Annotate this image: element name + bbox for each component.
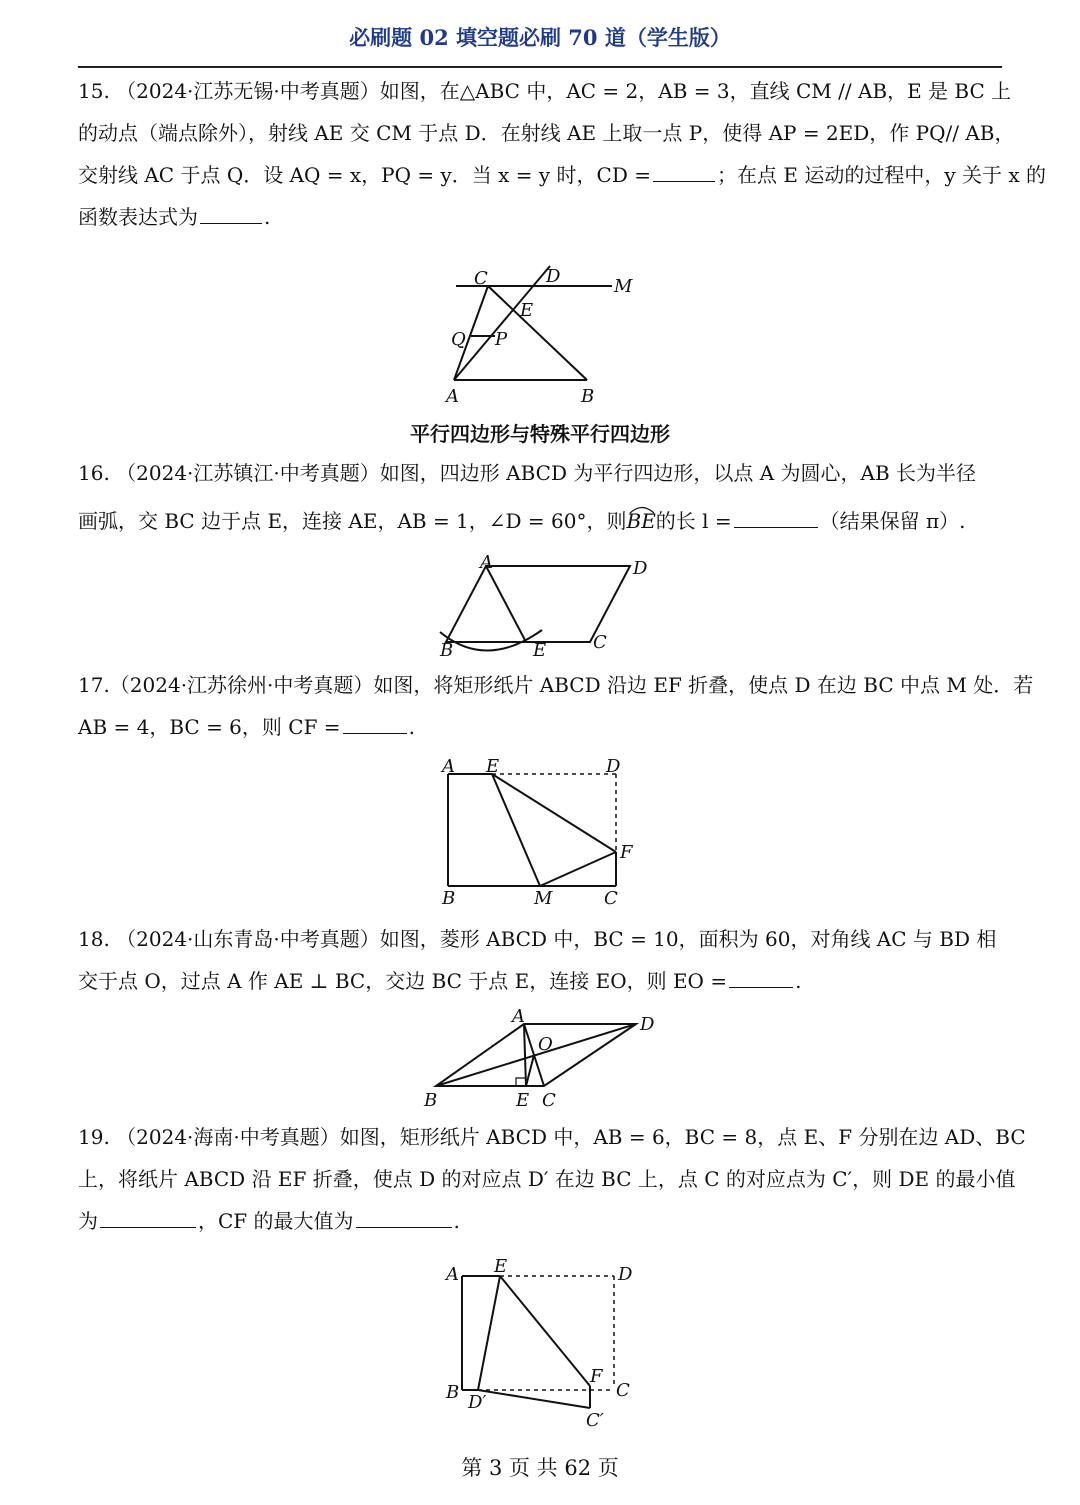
problem-17-line-1: 17.（2024·江苏徐州·中考真题）如图，将矩形纸片 ABCD 沿边 EF 折叠，使点 D 在边 BC 中点 M 处．若 xyxy=(78,673,1034,697)
label-c: C xyxy=(542,1090,556,1111)
page-header-title: 必刷题 02 填空题必刷 70 道（学生版） xyxy=(349,25,731,50)
problem-16-text-2a: 画弧，交 BC 边于点 E，连接 AE，AB = 1，∠D = 60°，则 xyxy=(78,509,627,533)
answer-blank-eo[interactable] xyxy=(729,965,793,988)
problem-19 xyxy=(78,1116,1026,1242)
diagonal-bd xyxy=(436,1024,636,1086)
label-d: D xyxy=(640,1014,655,1035)
label-d: D xyxy=(633,558,648,579)
label-d: D xyxy=(606,756,621,777)
problem-15-text-3b: ；在点 E 运动的过程中，y 关于 x 的 xyxy=(717,163,1046,187)
figure-17 xyxy=(436,754,646,910)
label-c-prime: C′ xyxy=(586,1410,604,1431)
label-b: B xyxy=(446,1382,460,1403)
altitude-ae xyxy=(524,1024,526,1086)
label-a: A xyxy=(480,552,493,573)
problem-16-line-2 xyxy=(78,500,1004,542)
parallelogram-abcd xyxy=(446,566,630,642)
label-e: E xyxy=(520,300,534,321)
label-o: O xyxy=(538,1034,553,1055)
problem-15 xyxy=(78,70,1046,238)
answer-blank-cf-max[interactable] xyxy=(356,1205,452,1228)
label-c: C xyxy=(616,1380,630,1401)
label-a: A xyxy=(446,1264,459,1285)
figure-18 xyxy=(420,1006,670,1114)
label-b: B xyxy=(424,1090,438,1111)
label-b: B xyxy=(442,888,456,909)
problem-16 xyxy=(78,452,1004,542)
segment-d-prime-c-prime xyxy=(478,1390,590,1408)
page-footer: 第 3 页 共 62 页 xyxy=(461,1456,619,1480)
problem-15-text-4b: . xyxy=(264,205,271,229)
problem-19-text-3a: 为 xyxy=(78,1209,98,1233)
problem-16-line-1: 16. （2024·江苏镇江·中考真题）如图，四边形 ABCD 为平行四边形，以点 A 为圆心，AB 长为半径 xyxy=(78,461,976,485)
problem-17-line-2 xyxy=(78,706,1004,748)
label-d: D xyxy=(618,1264,633,1285)
problem-19-text-3b: ，CF 的最大值为 xyxy=(198,1209,354,1233)
right-angle-mark xyxy=(516,1078,525,1086)
problem-15-line-2: 的动点（端点除外），射线 AE 交 CM 于点 D．在射线 AE 上取一点 P，使得 AP = 2ED，作 PQ// AB， xyxy=(78,121,1015,145)
segment-em xyxy=(492,774,540,886)
arc-be-text: BE xyxy=(626,509,656,533)
header-rule xyxy=(78,66,1002,68)
problem-19-line-3 xyxy=(78,1200,1004,1242)
problem-18-line-2 xyxy=(78,960,1004,1002)
problem-18-text-2b: . xyxy=(795,969,802,993)
label-b: B xyxy=(581,386,595,407)
problem-16-text-2c: （结果保留 π）. xyxy=(819,509,966,533)
problem-18-line-1: 18. （2024·山东青岛·中考真题）如图，菱形 ABCD 中，BC = 10，面积为 60，对角线 AC 与 BD 相 xyxy=(78,927,997,951)
label-e: E xyxy=(533,640,547,661)
section-title: 平行四边形与特殊平行四边形 xyxy=(410,422,670,446)
label-m: M xyxy=(534,888,553,909)
problem-15-line-4 xyxy=(78,196,1004,238)
problem-15-text-3a: 交射线 AC 于点 Q．设 AQ = x，PQ = y．当 x = y 时，CD = xyxy=(78,163,652,187)
label-a: A xyxy=(446,386,459,407)
label-p: P xyxy=(495,329,508,350)
label-f: F xyxy=(620,842,633,863)
answer-blank-cd[interactable] xyxy=(653,159,715,182)
problem-16-text-2b: 的长 l = xyxy=(655,509,732,533)
label-e: E xyxy=(486,756,500,777)
problem-15-text-4a: 函数表达式为 xyxy=(78,205,198,229)
problem-17-text-2a: AB = 4，BC = 6，则 CF = xyxy=(78,715,341,739)
label-m: M xyxy=(614,276,633,297)
answer-blank-arc-length[interactable] xyxy=(734,505,818,528)
answer-blank-function[interactable] xyxy=(200,201,262,224)
label-c: C xyxy=(474,268,488,289)
arc-overline xyxy=(629,504,655,514)
label-e: E xyxy=(516,1090,530,1111)
segment-eo xyxy=(526,1055,534,1086)
figure-15 xyxy=(440,258,640,408)
figure-16 xyxy=(430,552,660,664)
problem-18-text-2a: 交于点 O，过点 A 作 AE ⊥ BC，交边 BC 于点 E，连接 EO，则 EO = xyxy=(78,969,728,993)
label-a: A xyxy=(512,1006,525,1027)
problem-19-line-1: 19. （2024·海南·中考真题）如图，矩形纸片 ABCD 中，AB = 6，BC = 8，点 E、F 分别在边 AD、BC xyxy=(78,1125,1026,1149)
problem-15-line-3 xyxy=(78,154,1046,196)
problem-19-line-2: 上，将纸片 ABCD 沿 EF 折叠，使点 D 的对应点 D′ 在边 BC 上，点 C 的对应点为 C′，则 DE 的最小值 xyxy=(78,1167,1016,1191)
answer-blank-de-min[interactable] xyxy=(100,1205,196,1228)
label-d: D xyxy=(546,266,561,287)
answer-blank-cf[interactable] xyxy=(343,711,407,734)
segment-mf xyxy=(540,852,616,886)
problem-17 xyxy=(78,664,1034,748)
ray-ae xyxy=(454,266,550,380)
label-e: E xyxy=(494,1256,508,1277)
label-a: A xyxy=(442,756,455,777)
arc-be xyxy=(440,630,542,651)
segment-ef xyxy=(500,1276,590,1386)
figure-19 xyxy=(440,1254,640,1434)
segment-ae xyxy=(486,566,526,642)
arc-be-symbol xyxy=(627,500,656,542)
label-b: B xyxy=(440,640,454,661)
problem-19-text-3c: . xyxy=(453,1209,460,1233)
label-q: Q xyxy=(451,329,466,350)
label-c: C xyxy=(604,888,618,909)
segment-ed-prime xyxy=(478,1276,500,1390)
label-c: C xyxy=(593,632,607,653)
label-f: F xyxy=(590,1366,603,1387)
problem-15-line-1: 15. （2024·江苏无锡·中考真题）如图，在△ABC 中，AC = 2，AB = 3，直线 CM // AB，E 是 BC 上 xyxy=(78,79,1012,103)
problem-17-text-2b: . xyxy=(408,715,415,739)
segment-ef xyxy=(492,774,616,852)
label-d-prime: D′ xyxy=(468,1392,487,1413)
problem-18 xyxy=(78,918,1004,1002)
